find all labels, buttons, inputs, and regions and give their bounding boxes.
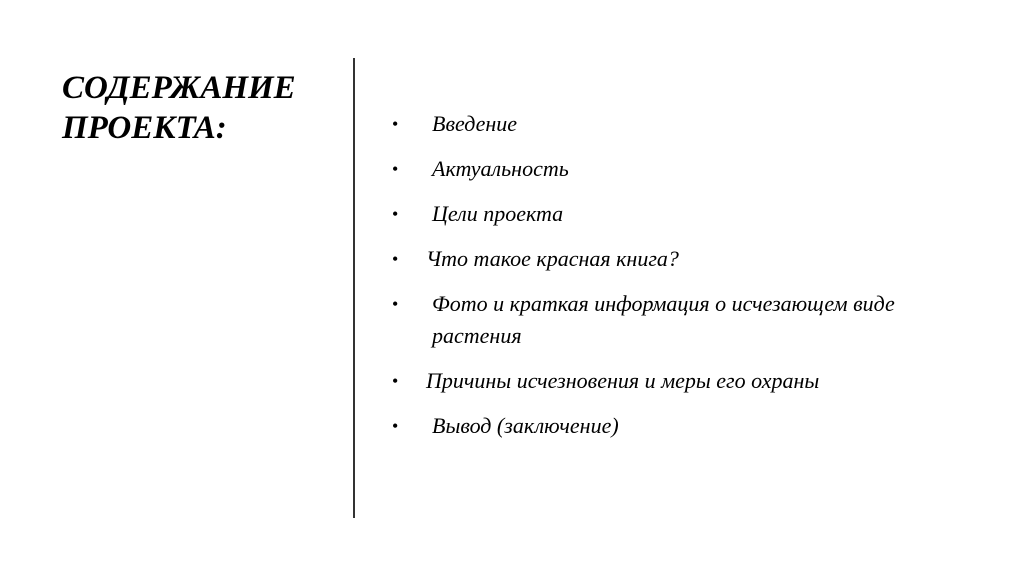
bullet-icon: • <box>392 204 399 224</box>
list-item-text: Цели проекта <box>432 201 564 226</box>
list-item-text: Вывод (заключение) <box>432 413 619 438</box>
list-item-goals <box>392 198 972 230</box>
list-item-relevance <box>392 153 972 185</box>
bullet-icon: • <box>392 416 399 436</box>
slide-title: СОДЕРЖАНИЕ ПРОЕКТА: <box>62 70 296 146</box>
list-item-text: Причины исчезновения и меры его охраны <box>426 368 820 393</box>
list-item-text: Введение <box>432 111 518 136</box>
list-item-text: Фото и краткая информация о исчезающем виде растения <box>432 291 895 348</box>
list-item-text: Что такое красная книга? <box>426 246 679 271</box>
list-item-causes <box>392 365 972 397</box>
vertical-divider <box>353 58 355 518</box>
list-item-red-book <box>392 243 972 275</box>
list-item-text: Актуальность <box>432 156 569 181</box>
bullet-icon: • <box>392 294 399 314</box>
list-item-introduction <box>392 108 972 140</box>
list-item-photo-info <box>392 288 972 352</box>
list-item-conclusion <box>392 410 972 442</box>
bullet-icon: • <box>392 159 399 179</box>
contents-list <box>392 108 972 455</box>
bullet-icon: • <box>392 249 399 269</box>
bullet-icon: • <box>392 114 399 134</box>
bullet-icon: • <box>392 371 399 391</box>
